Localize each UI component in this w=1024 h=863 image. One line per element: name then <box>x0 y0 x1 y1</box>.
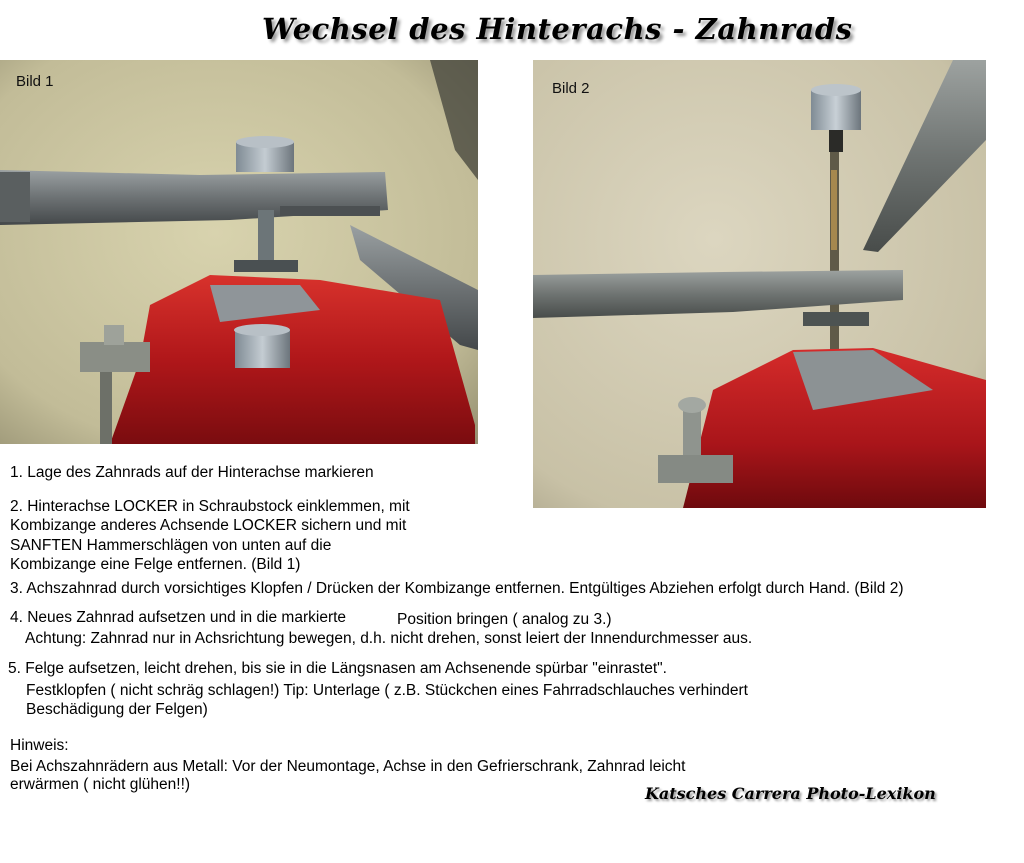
photo-bild-2 <box>533 60 986 508</box>
step-2-line-4: Kombizange eine Felge entfernen. (Bild 1) <box>10 556 301 573</box>
photo-label-bild-2: Bild 2 <box>552 80 590 97</box>
page-title: Wechsel des Hinterachs - Zahnrads <box>262 12 853 46</box>
step-2-line-2: Kombizange anderes Achsende LOCKER sichern und mit <box>10 517 407 534</box>
footer-signature: Katsches Carrera Photo-Lexikon <box>645 784 936 803</box>
step-5-line-1: 5. Felge aufsetzen, leicht drehen, bis sie in die Längsnasen am Achsenende spürbar "einrastet". <box>8 660 667 677</box>
photo-bild-2-image <box>533 60 986 508</box>
hint-line-2: erwärmen ( nicht glühen!!) <box>10 776 191 793</box>
hint-line-1: Bei Achszahnrädern aus Metall: Vor der Neumontage, Achse in den Gefrierschrank, Zahnrad leicht <box>10 758 686 775</box>
step-5-line-3: Beschädigung der Felgen) <box>26 701 208 718</box>
step-2-line-3: SANFTEN Hammerschlägen von unten auf die <box>10 537 332 554</box>
step-2-line-1: 2. Hinterachse LOCKER in Schraubstock einklemmen, mit <box>10 498 410 515</box>
photo-label-bild-1: Bild 1 <box>16 73 54 90</box>
step-4-line-1: 4. Neues Zahnrad aufsetzen und in die markierte <box>10 609 347 626</box>
step-5-line-2: Festklopfen ( nicht schräg schlagen!) Tip: Unterlage ( z.B. Stückchen eines Fahrradschlauches verhindert <box>26 682 748 699</box>
photo-bild-1-image <box>0 60 478 444</box>
step-4-line-1b: Position bringen ( analog zu 3.) <box>397 611 612 628</box>
step-1-text: 1. Lage des Zahnrads auf der Hinterachse markieren <box>10 464 374 481</box>
step-3-text: 3. Achszahnrad durch vorsichtiges Klopfen / Drücken der Kombizange entfernen. Entgültiges Abziehen erfolgt durch Hand. (Bild 2) <box>10 580 904 597</box>
step-4-line-2: Achtung: Zahnrad nur in Achsrichtung bewegen, d.h. nicht drehen, sonst leiert der Innendurchmesser aus. <box>25 630 753 647</box>
photo-bild-1 <box>0 60 478 444</box>
hint-heading: Hinweis: <box>10 737 69 754</box>
